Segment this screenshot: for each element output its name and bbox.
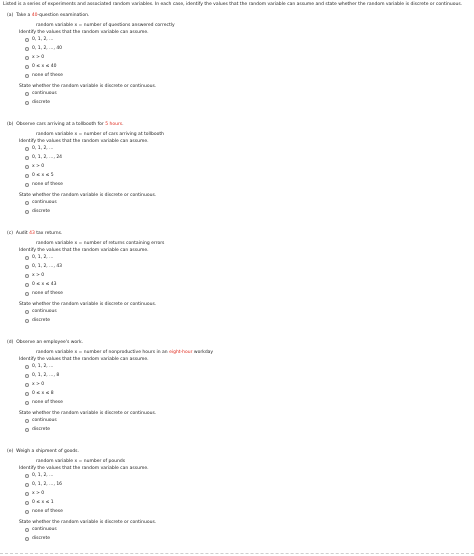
value-option-label: x > 0 xyxy=(32,490,45,496)
variable-type-option[interactable] xyxy=(25,308,57,316)
radio-button[interactable] xyxy=(25,401,29,405)
value-option-label: 0 ≤ x ≤ 8 xyxy=(32,390,54,396)
discrete-continuous-prompt: State whether the random variable is discrete or continuous. xyxy=(19,411,157,416)
radio-button[interactable] xyxy=(25,156,29,160)
value-option[interactable] xyxy=(25,36,53,44)
part-label: (d) xyxy=(7,340,14,345)
radio-button[interactable] xyxy=(25,537,29,541)
value-option[interactable] xyxy=(25,381,44,389)
random-variable-definition xyxy=(36,242,164,247)
radio-button[interactable] xyxy=(25,283,29,287)
radio-button[interactable] xyxy=(25,419,29,423)
variable-type-label: discrete xyxy=(32,317,50,323)
value-option[interactable] xyxy=(25,172,54,180)
variable-type-option[interactable] xyxy=(25,208,50,216)
value-option[interactable] xyxy=(25,72,63,80)
identify-values-prompt: Identify the values that the random variable can assume. xyxy=(19,357,149,362)
radio-button[interactable] xyxy=(25,365,29,369)
value-option[interactable] xyxy=(25,481,62,489)
variable-type-option[interactable] xyxy=(25,99,50,107)
radio-button[interactable] xyxy=(25,510,29,514)
rv-text: random variable x = number of cars arriving at tollbooth xyxy=(36,132,165,137)
radio-button[interactable] xyxy=(25,265,29,269)
value-option-label: 0, 1, 2, ..., 43 xyxy=(32,263,63,269)
radio-button[interactable] xyxy=(25,310,29,314)
part-label: (b) xyxy=(7,122,14,127)
part-header xyxy=(7,450,79,455)
rv-text: random variable x = number of returns containing errors xyxy=(36,241,165,246)
value-option[interactable] xyxy=(25,508,63,516)
value-option[interactable] xyxy=(25,372,59,380)
radio-button[interactable] xyxy=(25,92,29,96)
variable-type-option[interactable] xyxy=(25,90,57,98)
intro-text: Listed is a series of experiments and associated random variables. In each case, identify the values that the random variable can assume and state whether the random variable is discrete or continuous. xyxy=(3,2,463,7)
value-option[interactable] xyxy=(25,145,53,153)
variable-type-label: discrete xyxy=(32,208,50,214)
value-option-label: 0, 1, 2, ..., 24 xyxy=(32,154,63,160)
value-option[interactable] xyxy=(25,181,63,189)
value-option-label: 0, 1, 2, ... xyxy=(32,472,54,478)
value-option[interactable] xyxy=(25,45,62,53)
value-option-label: 0 ≤ x ≤ 5 xyxy=(32,172,54,178)
variable-type-label: discrete xyxy=(32,426,50,432)
value-option[interactable] xyxy=(25,363,53,371)
value-option[interactable] xyxy=(25,63,57,71)
experiment-text-end: -question examination. xyxy=(37,13,90,18)
radio-button[interactable] xyxy=(25,274,29,278)
experiment-highlight: 40 xyxy=(31,13,38,18)
part-label: (a) xyxy=(7,13,14,18)
rv-highlight: eight-hour xyxy=(169,350,193,355)
radio-button[interactable] xyxy=(25,147,29,151)
discrete-continuous-prompt: State whether the random variable is discrete or continuous. xyxy=(19,84,157,89)
value-option[interactable] xyxy=(25,399,63,407)
identify-values-prompt: Identify the values that the random variable can assume. xyxy=(19,248,149,253)
value-option[interactable] xyxy=(25,490,44,498)
radio-button[interactable] xyxy=(25,210,29,214)
rv-text: random variable x = number of questions answered correctly xyxy=(36,23,175,28)
value-option[interactable] xyxy=(25,272,44,280)
value-option[interactable] xyxy=(25,154,62,162)
rv-text-end: workday xyxy=(192,350,214,355)
value-option-label: none of these xyxy=(32,399,63,405)
part-header xyxy=(7,232,62,237)
identify-values-prompt: Identify the values that the random variable can assume. xyxy=(19,466,149,471)
variable-type-option[interactable] xyxy=(25,199,57,207)
variable-type-label: continuous xyxy=(32,199,57,205)
value-option-label: x > 0 xyxy=(32,381,45,387)
value-option-label: 0, 1, 2, ..., 16 xyxy=(32,481,63,487)
variable-type-option[interactable] xyxy=(25,526,57,534)
variable-type-option[interactable] xyxy=(25,535,50,543)
radio-button[interactable] xyxy=(25,65,29,69)
value-option-label: 0 ≤ x ≤ 43 xyxy=(32,281,57,287)
value-option-label: x > 0 xyxy=(32,163,45,169)
random-variable-definition xyxy=(36,133,164,138)
value-option-label: none of these xyxy=(32,181,63,187)
experiment-highlight: 5 hours xyxy=(105,122,123,127)
radio-button[interactable] xyxy=(25,74,29,78)
radio-button[interactable] xyxy=(25,292,29,296)
bottom-divider xyxy=(0,553,474,554)
value-option-label: 0, 1, 2, ..., 8 xyxy=(32,372,60,378)
radio-button[interactable] xyxy=(25,392,29,396)
variable-type-option[interactable] xyxy=(25,426,50,434)
random-variable-definition xyxy=(36,351,213,356)
variable-type-label: continuous xyxy=(32,308,57,314)
experiment-text: Observe an employee's work. xyxy=(16,340,84,345)
discrete-continuous-prompt: State whether the random variable is discrete or continuous. xyxy=(19,520,157,525)
radio-button[interactable] xyxy=(25,183,29,187)
radio-button[interactable] xyxy=(25,201,29,205)
value-option-label: 0, 1, 2, ... xyxy=(32,36,54,42)
value-option[interactable] xyxy=(25,163,44,171)
part-label: (e) xyxy=(7,449,14,454)
radio-button[interactable] xyxy=(25,501,29,505)
radio-button[interactable] xyxy=(25,101,29,105)
part-label: (c) xyxy=(7,231,13,236)
experiment-text: Audit xyxy=(15,231,30,236)
value-option-label: 0, 1, 2, ... xyxy=(32,363,54,369)
radio-button[interactable] xyxy=(25,38,29,42)
experiment-text: Observe cars arriving at a tollbooth for xyxy=(16,122,106,127)
value-option[interactable] xyxy=(25,54,44,62)
value-option[interactable] xyxy=(25,472,53,480)
part-header xyxy=(7,14,89,19)
part-header xyxy=(7,123,124,128)
radio-button[interactable] xyxy=(25,56,29,60)
experiment-text-end: tax returns. xyxy=(34,231,63,236)
value-option-label: x > 0 xyxy=(32,272,45,278)
radio-button[interactable] xyxy=(25,492,29,496)
radio-button[interactable] xyxy=(25,383,29,387)
value-option-label: none of these xyxy=(32,72,63,78)
value-option-label: 0, 1, 2, ..., 40 xyxy=(32,45,63,51)
value-option-label: 0 ≤ x ≤ 1 xyxy=(32,499,54,505)
value-option[interactable] xyxy=(25,499,54,507)
experiment-text: Take a xyxy=(16,13,32,18)
experiment-text-end: . xyxy=(122,122,124,127)
experiment-text: Weigh a shipment of goods. xyxy=(16,449,79,454)
radio-button[interactable] xyxy=(25,528,29,532)
random-variable-definition xyxy=(36,460,125,465)
variable-type-option[interactable] xyxy=(25,317,50,325)
value-option-label: 0 ≤ x ≤ 40 xyxy=(32,63,57,69)
variable-type-label: continuous xyxy=(32,90,57,96)
identify-values-prompt: Identify the values that the random variable can assume. xyxy=(19,139,149,144)
radio-button[interactable] xyxy=(25,256,29,260)
radio-button[interactable] xyxy=(25,319,29,323)
rv-text: random variable x = number of nonproductive hours in an xyxy=(36,350,170,355)
value-option[interactable] xyxy=(25,263,62,271)
radio-button[interactable] xyxy=(25,474,29,478)
value-option-label: x > 0 xyxy=(32,54,45,60)
value-option[interactable] xyxy=(25,281,57,289)
part-header xyxy=(7,341,83,346)
value-option[interactable] xyxy=(25,254,53,262)
radio-button[interactable] xyxy=(25,174,29,178)
experiment-highlight: 43 xyxy=(29,231,35,236)
variable-type-label: continuous xyxy=(32,526,57,532)
discrete-continuous-prompt: State whether the random variable is discrete or continuous. xyxy=(19,302,157,307)
random-variable-definition xyxy=(36,24,175,29)
value-option[interactable] xyxy=(25,390,54,398)
radio-button[interactable] xyxy=(25,47,29,51)
variable-type-label: continuous xyxy=(32,417,57,423)
value-option-label: 0, 1, 2, ... xyxy=(32,254,54,260)
variable-type-label: discrete xyxy=(32,99,50,105)
discrete-continuous-prompt: State whether the random variable is discrete or continuous. xyxy=(19,193,157,198)
value-option[interactable] xyxy=(25,290,63,298)
identify-values-prompt: Identify the values that the random variable can assume. xyxy=(19,30,149,35)
radio-button[interactable] xyxy=(25,165,29,169)
value-option-label: none of these xyxy=(32,508,63,514)
variable-type-label: discrete xyxy=(32,535,50,541)
rv-text: random variable x = number of pounds xyxy=(36,459,126,464)
radio-button[interactable] xyxy=(25,483,29,487)
radio-button[interactable] xyxy=(25,374,29,378)
variable-type-option[interactable] xyxy=(25,417,57,425)
value-option-label: 0, 1, 2, ... xyxy=(32,145,54,151)
value-option-label: none of these xyxy=(32,290,63,296)
radio-button[interactable] xyxy=(25,428,29,432)
